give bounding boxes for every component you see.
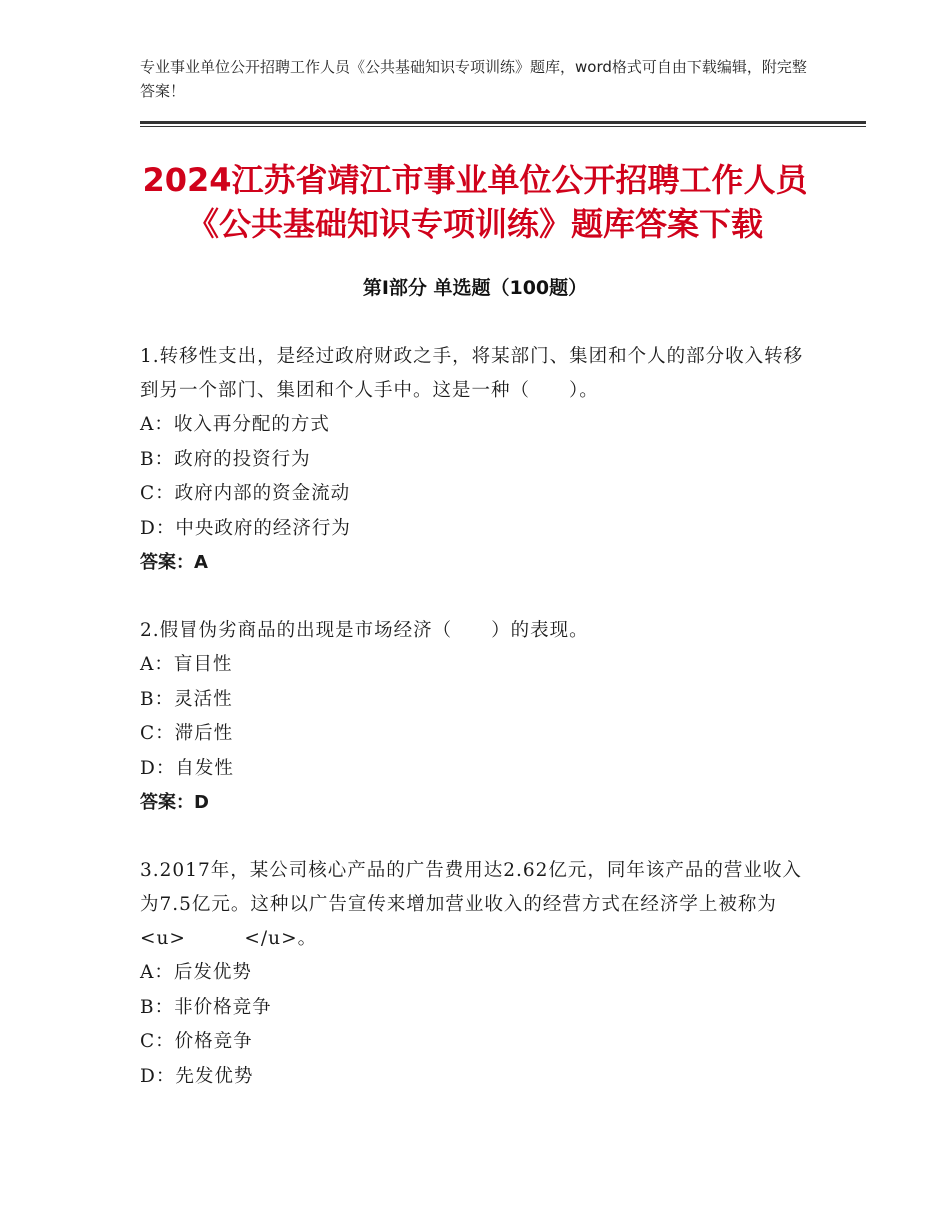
option-a: A：收入再分配的方式: [140, 414, 330, 435]
option-d: D：先发优势: [140, 1065, 254, 1087]
option-b: B：灵活性: [140, 688, 233, 710]
header-note: 专业事业单位公开招聘工作人员《公共基础知识专项训练》题库，word格式可自由下载编辑，附完整答案！: [140, 58, 807, 100]
question-stem: 1.转移性支出，是经过政府财政之手，将某部门、集团和个人的部分收入转移到另一个部门、集团和个人手中。这是一种（ ）。: [140, 346, 804, 401]
answer-line: 答案：D: [140, 792, 209, 813]
option-d: D：中央政府的经济行为: [140, 517, 351, 539]
question-list: [140, 340, 820, 1128]
question-3: [140, 854, 820, 1094]
question-stem: 3.2017年，某公司核心产品的广告费用达2.62亿元，同年该产品的营业收入为7.5亿元。这种以广告宣传来增加营业收入的经营方式在经济学上被称为<u> </u>。: [140, 860, 802, 949]
answer-line: 答案：A: [140, 552, 208, 573]
header-rule-thin: [140, 126, 866, 127]
question-1: [140, 340, 820, 580]
option-d: D：自发性: [140, 757, 234, 779]
option-b: B：非价格竞争: [140, 996, 272, 1018]
section-title: 第Ⅰ部分 单选题（100题）: [362, 277, 588, 299]
header-rule-thick: [140, 121, 866, 124]
option-b: B：政府的投资行为: [140, 448, 311, 470]
question-stem: 2.假冒伪劣商品的出现是市场经济（ ）的表现。: [140, 620, 589, 641]
option-c: C：滞后性: [140, 723, 234, 744]
document-title: 2024江苏省靖江市事业单位公开招聘工作人员《公共基础知识专项训练》题库答案下载: [142, 161, 808, 243]
option-a: A：盲目性: [140, 654, 233, 675]
option-a: A：后发优势: [140, 962, 252, 983]
option-c: C：价格竞争: [140, 1031, 253, 1052]
question-2: [140, 614, 820, 820]
option-c: C：政府内部的资金流动: [140, 483, 351, 504]
